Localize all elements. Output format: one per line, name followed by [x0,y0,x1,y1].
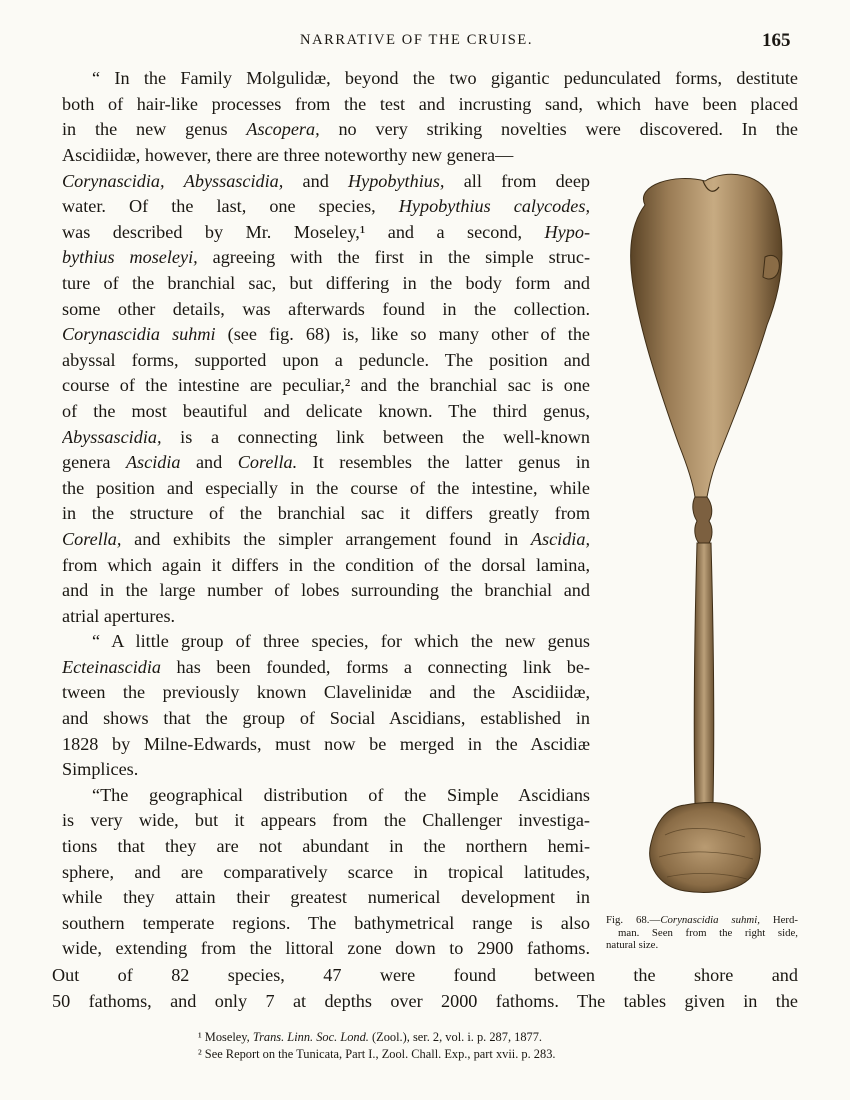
text-run: Herd- [759,914,798,926]
text-line [62,604,590,630]
text-line [62,476,590,502]
text-run: Out of 82 species, 47 were found between the shore and [52,965,798,985]
text-run: ture of the branchial sac, but differing in the body form and [62,272,590,293]
text-run: agreeing with the first in the simple struc- [197,247,590,268]
text-line [62,629,590,655]
text-run: the position and especially in the course of the intestine, while [62,477,590,498]
text-run: It resembles the latter genus in [297,452,590,473]
text-run: “ A little group of three species, for which the new genus [92,631,590,652]
italic-text: bythius moseleyi, [62,247,198,268]
text-line [62,936,590,962]
text-line [62,143,590,169]
italic-text: Ascidia [125,452,181,473]
text-run [165,171,184,191]
text-line [62,92,798,118]
body-text-bottom [52,963,798,1014]
text-line [62,66,798,92]
text-run: sphere, and are comparatively scarce in tropical latitudes, [62,861,590,882]
text-line [62,348,590,374]
text-line [62,194,590,220]
italic-text: Corynascidia suhmi [62,324,216,345]
italic-text: Hypobythius, [348,170,445,191]
body-text-column [62,143,590,962]
footnotes [198,1029,556,1063]
text-run: 1828 by Milne-Edwards, must now be merged in the Ascidiæ [62,733,590,754]
text-run: is a connecting link between the well-known [161,426,590,447]
italic-text: Abyssascidia, [183,170,284,191]
text-run: in the structure of the branchial sac it differs greatly from [62,503,590,524]
italic-text: Hypo- [544,221,590,242]
text-line [62,117,798,143]
text-line [62,655,590,681]
text-run: natural size. [606,939,659,952]
body-text-top [62,66,798,143]
text-run: is very wide, but it appears from the Challenger investiga- [62,810,590,831]
text-run: “The geographical distribution of the Simple Ascidians [92,784,590,805]
text-run: course of the intestine are peculiar,² and the branchial sac is one [62,375,590,396]
italic-text: Corynascidia, [62,170,165,191]
text-run: and shows that the group of Social Ascidians, established in [62,708,590,729]
footnote-1 [198,1029,556,1046]
text-line [52,963,798,989]
text-line [62,578,590,604]
caption-line [606,927,798,940]
caption-line [606,914,798,927]
text-run: 50 fathoms, and only 7 at depths over 2000 fathoms. The tables given in the [52,990,798,1011]
corynascidia-specimen-illustration [615,165,825,905]
text-line [62,706,590,732]
text-line [62,808,590,834]
text-line [62,732,590,758]
text-run: was described by Mr. Moseley,¹ and a second, [62,221,545,242]
italic-text: Corynascidia suhmi, [660,914,760,926]
italic-text: Ascidia, [530,528,590,549]
text-run: and [283,170,348,191]
text-run: genera [62,452,126,473]
text-line [62,911,590,937]
text-line [62,680,590,706]
text-run: has been founded, forms a connecting link be- [161,656,590,677]
text-run: no very striking novelties were discovered. In the [319,119,798,140]
footnote-2 [198,1046,556,1063]
page-header [0,30,850,54]
text-run: atrial apertures. [62,605,176,626]
text-run: “ In the Family Molgulidæ, beyond the two gigantic pedunculated forms, destitute [92,68,798,88]
text-line [62,169,590,195]
text-run: ¹ Moseley, [198,1030,253,1044]
text-line [62,501,590,527]
text-line [62,425,590,451]
text-run: of the most beautiful and delicate known. The third genus, [62,400,590,421]
figure-68 [615,165,825,905]
text-run: man. Seen from the right side, [618,926,798,939]
running-title: NARRATIVE OF THE CRUISE. [300,32,534,48]
text-run: both of hair-like processes from the test and incrusting sand, which have been placed [62,93,798,114]
italic-text: Ecteinascidia [62,656,161,677]
text-line [62,245,590,271]
italic-text: Corella, [62,528,122,549]
text-run: wide, extending from the littoral zone down to 2900 fathoms. [62,938,590,959]
text-line [62,297,590,323]
caption-line [606,939,798,952]
text-line [52,989,798,1015]
text-run: tions that they are not abundant in the northern hemi- [62,836,590,857]
italic-text: Hypobythius calycodes, [398,196,590,217]
text-run: all from deep [444,170,590,191]
text-run: Fig. 68.— [606,914,661,926]
text-line [62,322,590,348]
text-run: (see fig. 68) is, like so many other of the [215,324,590,345]
figure-caption [606,914,798,952]
text-run: ² See Report on the Tunicata, Part I., Zool. Chall. Exp., part xvii. p. 283. [198,1047,556,1061]
italic-text: Corella. [237,452,298,473]
italic-text: Ascopera, [246,119,320,140]
text-line [62,373,590,399]
text-line [62,527,590,553]
text-line [62,757,590,783]
text-run: from which again it differs in the condition of the dorsal lamina, [62,554,590,575]
text-run: some other details, was afterwards found in the collection. [62,298,590,319]
text-run: (Zool.), ser. 2, vol. i. p. 287, 1877. [368,1030,543,1044]
text-run: in the new genus [62,119,247,140]
text-line [62,271,590,297]
text-line [62,860,590,886]
text-run: water. Of the last, one species, [62,196,399,217]
text-line [62,399,590,425]
text-run: tween the previously known Clavelinidæ and the Ascidiidæ, [62,682,590,703]
text-line [62,885,590,911]
page-number: 165 [762,30,791,51]
text-run: while they attain their greatest numerical development in [62,887,590,908]
text-line [62,834,590,860]
text-run: Simplices. [62,759,139,780]
text-run: Ascidiidæ, however, there are three noteworthy new genera— [62,145,514,165]
text-run: and exhibits the simpler arrangement found in [121,528,531,549]
text-run: abyssal forms, supported upon a peduncle. The position and [62,349,590,370]
text-line [62,783,590,809]
text-line [62,450,590,476]
italic-text: Abyssascidia, [62,426,162,447]
italic-text: Trans. Linn. Soc. Lond. [252,1030,369,1044]
text-run: southern temperate regions. The bathymetrical range is also [62,912,590,933]
text-line [62,553,590,579]
text-line [62,220,590,246]
text-run: and [180,452,238,473]
text-run: and in the large number of lobes surrounding the branchial and [62,580,590,601]
